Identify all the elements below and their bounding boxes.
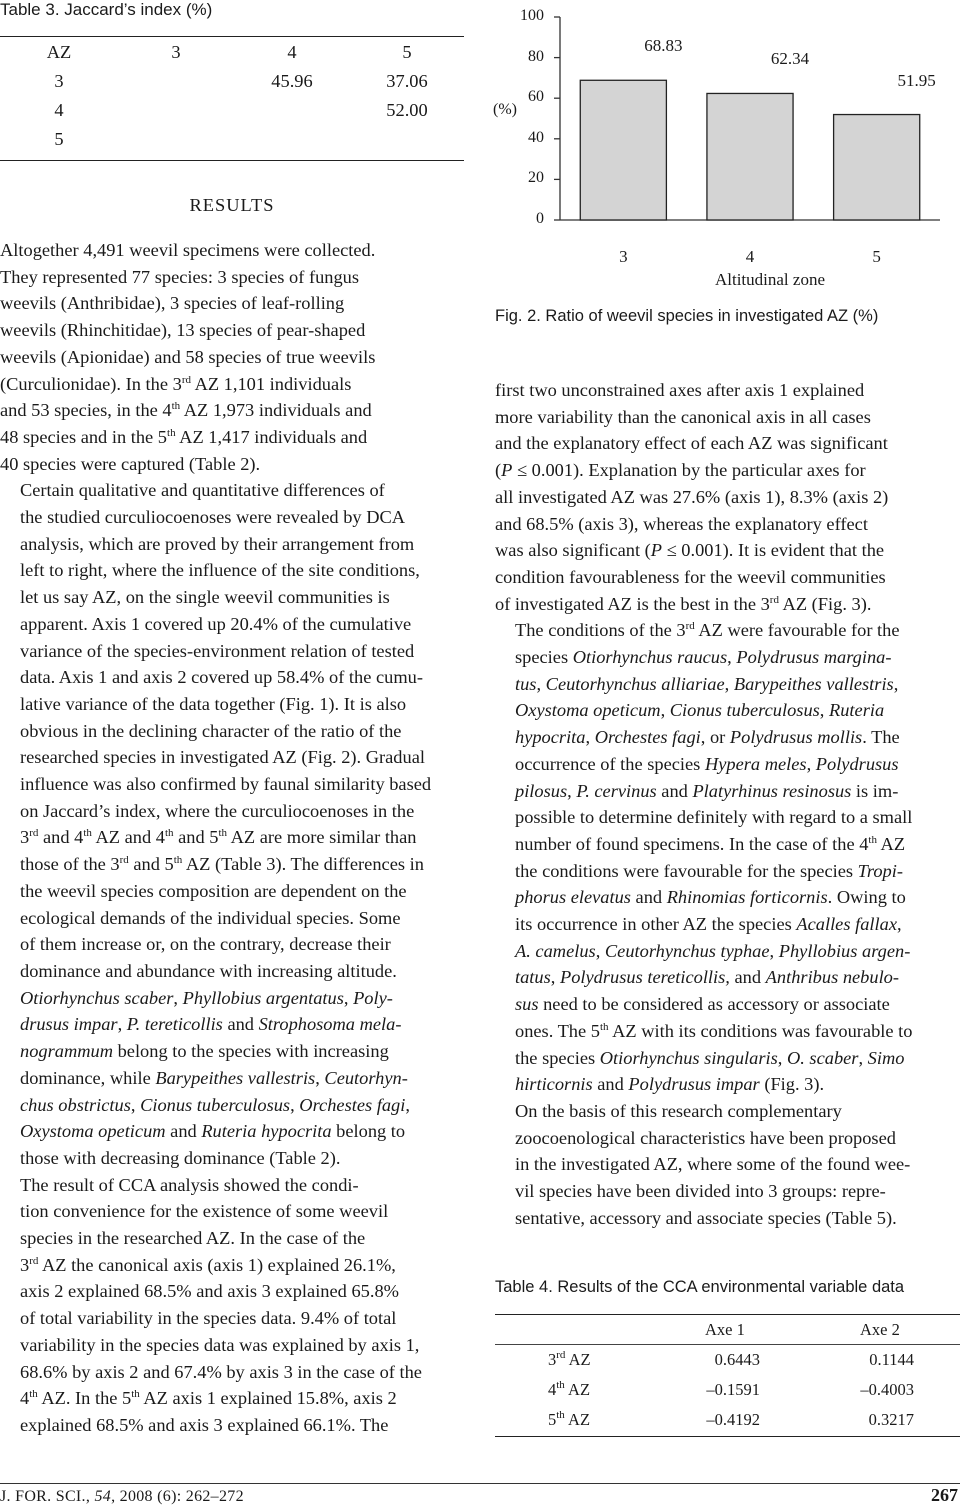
table3-caption: Table 3. Jaccard’s index (%) bbox=[0, 0, 213, 19]
text-line: data. Axis 1 and axis 2 covered up 58.4% of the cumu- bbox=[20, 667, 423, 688]
superscript: rd bbox=[685, 620, 695, 633]
superscript: rd bbox=[181, 373, 191, 386]
text-run: the species bbox=[515, 1047, 600, 1068]
species-name: Ceutorhyn- bbox=[324, 1067, 408, 1088]
y-axis-label: (%) bbox=[493, 101, 517, 118]
text-line bbox=[495, 1045, 960, 1072]
text-line: vil species have been divided into 3 groups: repre- bbox=[515, 1181, 886, 1202]
text-run: AZ (Fig. 3). bbox=[778, 593, 872, 614]
text-line: left to right, where the influence of the site conditions, bbox=[20, 560, 420, 581]
text-line: weevils (Apionidae) and 58 species of true weevils bbox=[0, 346, 376, 367]
text-line: researched species in investigated AZ (Fig. 2). Gradual bbox=[20, 747, 425, 768]
text-run: AZ bbox=[564, 1410, 591, 1429]
paragraph bbox=[0, 237, 464, 477]
text-run: , bbox=[595, 940, 605, 961]
text-line bbox=[0, 1038, 464, 1065]
text-line bbox=[495, 991, 960, 1018]
text-run: , bbox=[897, 914, 902, 935]
text-line: The result of CCA analysis showed the condi- bbox=[20, 1174, 359, 1195]
species-name: tus bbox=[515, 673, 537, 694]
text-line bbox=[495, 964, 960, 991]
text-run: , bbox=[290, 1094, 300, 1115]
text-run: , bbox=[405, 1094, 410, 1115]
superscript: th bbox=[173, 854, 183, 867]
table4-header-axe1: Axe 1 bbox=[705, 1320, 745, 1339]
text-run: AZ bbox=[564, 1380, 591, 1399]
text-line: Certain qualitative and quantitative differences of bbox=[20, 480, 385, 501]
text-line: weevils (Anthribidae), 3 species of leaf-rolling bbox=[0, 293, 345, 314]
x-tick-label: 4 bbox=[745, 247, 755, 266]
text-line: explained 68.5% and axis 3 explained 66.1%. The bbox=[20, 1414, 389, 1435]
text-line bbox=[495, 617, 960, 644]
y-tick-label: 0 bbox=[536, 210, 544, 227]
table3-bottom-rule bbox=[0, 160, 464, 161]
text-run: AZ and 4 bbox=[91, 827, 165, 848]
text-run: ( bbox=[495, 460, 502, 481]
text-line bbox=[495, 778, 960, 805]
species-name: A. camelus bbox=[515, 940, 596, 961]
text-line: of them increase or, on the contrary, decrease their bbox=[20, 934, 391, 955]
text-run: need to be considered as accessory or associate bbox=[538, 994, 890, 1015]
text-run: , bbox=[536, 673, 546, 694]
text-line: On the basis of this research complementary bbox=[515, 1100, 842, 1121]
text-run: ≤ 0.001). Explanation by the particular axes for bbox=[512, 460, 866, 481]
right-column bbox=[495, 377, 960, 1232]
superscript: th bbox=[167, 426, 176, 439]
species-name: Polydrusus impar bbox=[628, 1074, 760, 1095]
species-name: Acalles fallax bbox=[796, 914, 897, 935]
text-run: and bbox=[165, 1121, 202, 1142]
text-run: AZ with its conditions was favourable to bbox=[608, 1020, 913, 1041]
species-name: Ceutorhynchus alliariae bbox=[545, 673, 725, 694]
text-line bbox=[495, 591, 960, 618]
text-line: lative variance of the data together (Fig. 1). It is also bbox=[20, 693, 407, 714]
text-line: variance of the species-environment relation of tested bbox=[20, 640, 415, 661]
p-symbol: P bbox=[650, 540, 663, 561]
text-run: J. FOR. SCI., bbox=[0, 1488, 95, 1505]
species-name: P. cervinus bbox=[576, 780, 657, 801]
text-run: and bbox=[222, 1014, 259, 1035]
text-line: possible to determine definitely with regard to a small bbox=[515, 807, 913, 828]
species-name: Cionus tuberculosus bbox=[669, 700, 820, 721]
text-line bbox=[0, 1385, 464, 1412]
species-name: Ceutorhynchus typhae bbox=[604, 940, 770, 961]
superscript: rd bbox=[29, 1254, 39, 1267]
text-line: and the explanatory effect of each AZ was significant bbox=[495, 433, 888, 454]
paragraph bbox=[495, 617, 960, 1098]
text-line: let us say AZ, on the single weevil communities is bbox=[20, 587, 390, 608]
table4-row-label bbox=[548, 1380, 590, 1400]
text-line bbox=[0, 424, 464, 451]
table3-header-5: 5 bbox=[402, 42, 412, 62]
text-run: dominance, while bbox=[20, 1067, 156, 1088]
text-line bbox=[495, 697, 960, 724]
table4-cell: –0.1591 bbox=[706, 1380, 760, 1399]
text-line: axis 2 explained 68.5% and axis 3 explained 65.8% bbox=[20, 1281, 399, 1302]
text-line bbox=[0, 1118, 464, 1145]
figure-2-caption: Fig. 2. Ratio of weevil species in investigated AZ (%) bbox=[495, 307, 879, 325]
text-line: species in the researched AZ. In the case of the bbox=[20, 1228, 366, 1249]
text-run: (Curculionidae). In the 3 bbox=[0, 373, 182, 394]
y-tick-label: 100 bbox=[520, 7, 544, 24]
table4-cell: –0.4003 bbox=[860, 1380, 914, 1399]
text-run: . The bbox=[862, 727, 900, 748]
superscript: th bbox=[83, 827, 92, 840]
species-name: tatus bbox=[515, 967, 551, 988]
text-line bbox=[0, 1092, 464, 1119]
text-line bbox=[495, 457, 960, 484]
text-run: , bbox=[858, 1047, 868, 1068]
text-line: 40 species were captured (Table 2). bbox=[0, 453, 261, 474]
table3-cell: 37.06 bbox=[386, 71, 428, 91]
text-line: apparent. Axis 1 covered up 20.4% of the cumulative bbox=[20, 613, 412, 634]
text-line bbox=[0, 985, 464, 1012]
species-name: phorus elevatus bbox=[515, 887, 631, 908]
text-run: AZ are more similar than bbox=[227, 827, 417, 848]
species-name: Anthribus nebulo- bbox=[765, 967, 899, 988]
text-line bbox=[495, 1071, 960, 1098]
text-run: , bbox=[777, 1047, 787, 1068]
text-run: occurrence of the species bbox=[515, 753, 705, 774]
table4-cell: 0.3217 bbox=[868, 1410, 914, 1429]
text-run: . Owing to bbox=[827, 887, 906, 908]
y-tick-label: 80 bbox=[528, 47, 544, 65]
bar-value-label: 51.95 bbox=[897, 70, 936, 90]
text-run: AZ 1,101 individuals bbox=[190, 373, 352, 394]
species-name: O. scaber bbox=[786, 1047, 859, 1068]
superscript: rd bbox=[556, 1349, 566, 1361]
table4-bottom-rule bbox=[495, 1436, 960, 1437]
table4-header-rule bbox=[495, 1344, 960, 1345]
species-name: drusus impar bbox=[20, 1014, 118, 1035]
bar-value-label: 68.83 bbox=[644, 36, 683, 56]
text-line bbox=[495, 858, 960, 885]
text-line bbox=[0, 371, 464, 398]
page-number: 267 bbox=[931, 1485, 958, 1505]
text-run: , bbox=[550, 967, 560, 988]
table3-row-label: 5 bbox=[54, 129, 64, 149]
text-line: of total variability in the species data. 9.4% of total bbox=[20, 1308, 397, 1329]
text-line: obvious in the declining character of the ratio of the bbox=[20, 720, 402, 741]
text-run: species bbox=[515, 647, 573, 668]
y-tick-label: 20 bbox=[528, 169, 544, 187]
superscript: th bbox=[218, 827, 228, 840]
superscript: rd bbox=[769, 593, 779, 606]
text-line bbox=[0, 397, 464, 424]
text-run: of investigated AZ is the best in the 3 bbox=[495, 593, 770, 614]
table4-row-label bbox=[548, 1410, 590, 1430]
text-run: 4 bbox=[20, 1388, 30, 1409]
text-run: , bbox=[893, 673, 899, 694]
text-line bbox=[0, 824, 464, 851]
text-run: and bbox=[592, 1074, 629, 1095]
text-run: ≤ 0.001). It is evident that the bbox=[662, 540, 885, 561]
species-name: sus bbox=[515, 994, 539, 1015]
text-line bbox=[495, 938, 960, 965]
species-name: pilosus bbox=[515, 780, 568, 801]
table3-header-3: 3 bbox=[171, 42, 181, 62]
species-name: Orchestes fagi bbox=[299, 1094, 406, 1115]
text-line: zoocoenological characteristics have been proposed bbox=[515, 1127, 896, 1148]
text-run: its occurrence in other AZ the species bbox=[515, 914, 797, 935]
text-line: the weevil species composition are dependent on the bbox=[20, 880, 407, 901]
text-run: , bbox=[117, 1014, 127, 1035]
species-name: Hypera meles bbox=[704, 753, 807, 774]
species-name: Orchestes fagi bbox=[594, 727, 701, 748]
table3-header-4: 4 bbox=[287, 42, 297, 62]
bar-chart-svg bbox=[490, 0, 960, 250]
table3-row-label: 4 bbox=[54, 100, 64, 120]
text-run: AZ bbox=[565, 1350, 591, 1369]
text-line bbox=[495, 724, 960, 751]
table3-top-rule bbox=[0, 36, 464, 37]
x-axis-label: Altitudinal zone bbox=[714, 270, 825, 289]
text-run: number of found specimens. In the case of the 4 bbox=[515, 833, 869, 854]
text-run: belong to bbox=[331, 1121, 406, 1142]
table4-row-label bbox=[548, 1350, 591, 1370]
text-run: AZ were favourable for the bbox=[694, 620, 900, 641]
text-line bbox=[495, 831, 960, 858]
species-name: Tropi- bbox=[857, 860, 903, 881]
bar-value-label: 62.34 bbox=[770, 49, 810, 69]
text-line bbox=[495, 1018, 960, 1045]
text-line bbox=[0, 1252, 464, 1279]
text-line: sentative, accessory and associate species (Table 5). bbox=[515, 1207, 897, 1228]
text-run: 48 species and in the 5 bbox=[0, 426, 168, 447]
table3-cell: 45.96 bbox=[271, 71, 313, 91]
superscript: th bbox=[599, 1020, 609, 1033]
text-run: , bbox=[819, 700, 829, 721]
species-name: Barypeithes vallestris bbox=[733, 673, 894, 694]
species-name: Simo bbox=[867, 1047, 905, 1068]
species-name: Otiorhynchus singularis bbox=[599, 1047, 778, 1068]
species-name: Oxystoma opeticum bbox=[515, 700, 661, 721]
text-line bbox=[0, 851, 464, 878]
species-name: Poly- bbox=[353, 987, 393, 1008]
text-run: and 53 species, in the 4 bbox=[0, 400, 172, 421]
text-run: and bbox=[729, 967, 766, 988]
text-run: (Fig. 3). bbox=[759, 1074, 825, 1095]
text-run: AZ 1,973 individuals and bbox=[180, 400, 372, 421]
species-name: Phyllobius argen- bbox=[778, 940, 911, 961]
species-name: Polydrusus mollis bbox=[729, 727, 863, 748]
superscript: th bbox=[164, 827, 174, 840]
paragraph bbox=[495, 377, 960, 617]
text-run: The conditions of the 3 bbox=[515, 620, 686, 641]
text-run: 3 bbox=[20, 827, 30, 848]
text-run: , bbox=[585, 727, 595, 748]
text-line: dominance and abundance with increasing altitude. bbox=[20, 960, 397, 981]
text-line: influence was also confirmed by faunal similarity based bbox=[20, 774, 432, 795]
y-tick-label: 40 bbox=[528, 128, 544, 146]
text-run: , bbox=[315, 1067, 325, 1088]
text-run: AZ the canonical axis (axis 1) explained 26.1%, bbox=[38, 1254, 396, 1275]
table3-cell: 52.00 bbox=[386, 100, 428, 120]
table4-cell: 0.1144 bbox=[869, 1350, 914, 1369]
text-line: ecological demands of the individual species. Some bbox=[20, 907, 401, 928]
text-run: AZ axis 1 explained 15.8%, axis 2 bbox=[139, 1388, 397, 1409]
text-run: belong to the species with increasing bbox=[112, 1041, 389, 1062]
paragraph bbox=[495, 1098, 960, 1232]
species-name: Polydrusus bbox=[815, 753, 899, 774]
text-line: tion convenience for the existence of some weevil bbox=[20, 1201, 389, 1222]
text-run: , or bbox=[700, 727, 730, 748]
species-name: Polydrusus tereticollis, bbox=[559, 967, 730, 988]
table4-caption: Table 4. Results of the CCA environmental variable data bbox=[495, 1278, 905, 1296]
species-name: Rhinomias forticornis bbox=[666, 887, 828, 908]
table4-cell: –0.4192 bbox=[706, 1410, 760, 1429]
text-run: , bbox=[343, 987, 354, 1008]
text-line: all investigated AZ was 27.6% (axis 1), 8.3% (axis 2) bbox=[495, 486, 889, 507]
x-tick-label: 3 bbox=[619, 247, 628, 266]
species-name: P. bbox=[126, 1014, 145, 1035]
text-run: , 2008 (6): 262–272 bbox=[111, 1488, 244, 1505]
text-run: , bbox=[130, 1094, 141, 1115]
table3-header-az: AZ bbox=[46, 42, 72, 62]
species-name: tereticollis bbox=[144, 1014, 223, 1035]
text-line bbox=[0, 1011, 464, 1038]
text-run: AZ 1,417 individuals and bbox=[175, 426, 368, 447]
text-line: variability in the species data was explained by axis 1, bbox=[20, 1334, 420, 1355]
species-name: Otiorhynchus raucus bbox=[572, 647, 728, 668]
species-name: hirticornis bbox=[515, 1074, 593, 1095]
paragraph bbox=[0, 1172, 464, 1439]
superscript: th bbox=[131, 1388, 140, 1401]
species-name: Phyllobius argentatus bbox=[182, 987, 344, 1008]
text-line: first two unconstrained axes after axis 1 explained bbox=[495, 380, 865, 400]
superscript: th bbox=[29, 1388, 38, 1401]
text-line: They represented 77 species: 3 species of fungus bbox=[0, 266, 360, 287]
text-line: more variability than the canonical axis in all cases bbox=[495, 406, 871, 427]
table4-top-rule bbox=[495, 1314, 960, 1315]
text-run: , bbox=[567, 780, 577, 801]
bar-az-3 bbox=[580, 80, 666, 220]
table3-row-label: 3 bbox=[54, 71, 64, 91]
text-run: and 5 bbox=[128, 854, 174, 875]
volume-number: 54 bbox=[94, 1488, 112, 1505]
text-run: , bbox=[727, 647, 737, 668]
p-symbol: P bbox=[501, 460, 513, 481]
y-tick-label: 60 bbox=[528, 88, 544, 106]
bar-az-5 bbox=[834, 115, 920, 220]
text-line bbox=[495, 671, 960, 698]
superscript: rd bbox=[29, 827, 39, 840]
text-run: the conditions were favourable for the species bbox=[515, 860, 858, 881]
species-name: Barypeithes vallestris bbox=[155, 1067, 316, 1088]
species-name: Cionus tuberculosus bbox=[140, 1094, 291, 1115]
text-run: and 4 bbox=[38, 827, 84, 848]
text-line: analysis, which are proved by their arrangement from bbox=[20, 533, 415, 554]
superscript: th bbox=[868, 833, 877, 846]
text-line: and 68.5% (axis 3), whereas the explanatory effect bbox=[495, 513, 868, 534]
superscript: th bbox=[556, 1409, 565, 1421]
text-line bbox=[495, 884, 960, 911]
text-run: 3 bbox=[20, 1254, 30, 1275]
text-line: weevils (Rhinchitidae), 13 species of pear-shaped bbox=[0, 320, 366, 341]
species-name: Oxystoma opeticum bbox=[20, 1121, 166, 1142]
text-run: AZ bbox=[876, 833, 906, 854]
text-run: and 5 bbox=[173, 827, 219, 848]
text-line bbox=[495, 644, 960, 671]
text-line: in the investigated AZ, where some of the found wee- bbox=[515, 1154, 911, 1175]
text-line bbox=[495, 911, 960, 938]
text-line: 68.6% by axis 2 and 67.4% by axis 3 in the case of the bbox=[20, 1361, 422, 1382]
superscript: rd bbox=[119, 854, 129, 867]
text-run: 3 bbox=[548, 1350, 557, 1369]
journal-citation bbox=[0, 1488, 244, 1506]
left-column bbox=[0, 237, 464, 1439]
species-name: Strophosoma mela- bbox=[258, 1014, 402, 1035]
x-tick-label: 5 bbox=[872, 247, 881, 266]
text-line bbox=[495, 537, 960, 564]
superscript: th bbox=[171, 400, 181, 413]
text-line: condition favourableness for the weevil communities bbox=[495, 566, 886, 587]
species-name: Polydrusus margina- bbox=[736, 647, 892, 668]
text-run: was also significant ( bbox=[495, 540, 651, 561]
text-line: on Jaccard’s index, where the curculiocoenoses in the bbox=[20, 800, 415, 821]
text-run: those of the 3 bbox=[20, 854, 120, 875]
text-run: 5 bbox=[548, 1410, 557, 1429]
figure-2-chart bbox=[490, 0, 960, 300]
results-heading: RESULTS bbox=[189, 195, 275, 215]
text-run: and bbox=[630, 887, 667, 908]
text-line: the studied curculiocoenoses were revealed by DCA bbox=[20, 507, 406, 528]
superscript: th bbox=[556, 1379, 565, 1391]
text-line: Altogether 4,491 weevil specimens were collected. bbox=[0, 240, 376, 260]
text-run: ones. The 5 bbox=[515, 1020, 600, 1041]
species-name: hypocrita bbox=[515, 727, 586, 748]
text-line bbox=[495, 751, 960, 778]
text-run: , bbox=[660, 700, 670, 721]
text-run: and bbox=[656, 780, 693, 801]
species-name: Otiorhynchus scaber bbox=[20, 987, 174, 1008]
paragraph bbox=[0, 477, 464, 1171]
text-run: 4 bbox=[548, 1380, 557, 1399]
footer-rule bbox=[0, 1483, 960, 1484]
text-line bbox=[0, 1065, 464, 1092]
text-run: , bbox=[173, 987, 183, 1008]
table4-cell: 0.6443 bbox=[714, 1350, 760, 1369]
text-line: those with decreasing dominance (Table 2). bbox=[20, 1147, 341, 1168]
species-name: Platyrhinus resinosus bbox=[692, 780, 852, 801]
species-name: chus obstrictus bbox=[20, 1094, 131, 1115]
text-run: , bbox=[724, 673, 734, 694]
text-run: AZ (Table 3). The differences in bbox=[182, 854, 424, 875]
table4-header-axe2: Axe 2 bbox=[860, 1320, 900, 1339]
text-run: , bbox=[769, 940, 779, 961]
text-run: AZ. In the 5 bbox=[37, 1388, 132, 1409]
species-name: Ruteria hypocrita bbox=[201, 1121, 332, 1142]
text-run: , bbox=[806, 753, 816, 774]
species-name: Ruteria bbox=[829, 700, 885, 721]
text-run: is im- bbox=[851, 780, 899, 801]
bar-az-4 bbox=[707, 93, 793, 220]
species-name: nogrammum bbox=[20, 1041, 113, 1062]
